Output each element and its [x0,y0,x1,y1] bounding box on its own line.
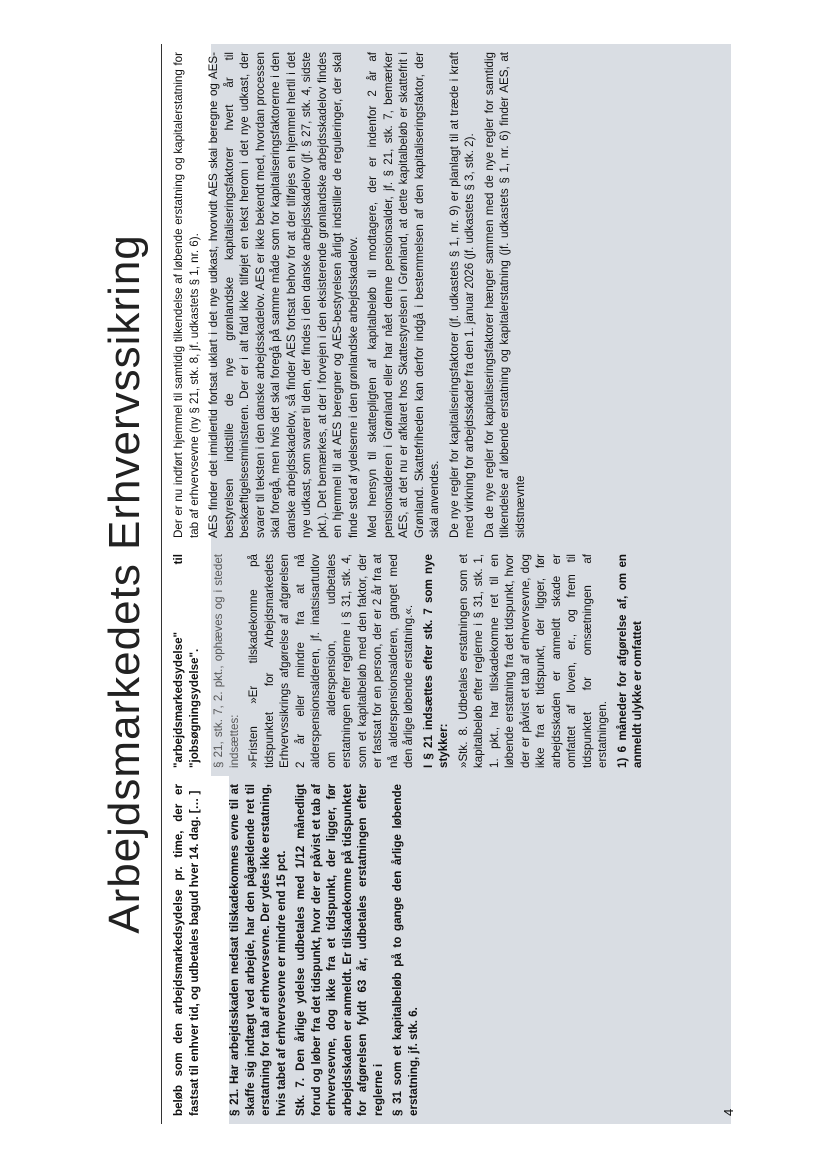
current-law-paragraph-3: § 31 som et kapitalbeløb på to gange den årlige løbende erstatning, jf. stk. 6. [391,784,420,1116]
column-current-law [171,776,731,1124]
proposal-paragraph-2: »Fristen »Er tilskadekomne på tidspunktet for Arbejdsmarkedets Erhvervssikrings afgørelse af afgørelsen 2 år eller mindre fra at nå alderspensionsalderen, jf. inatsisartutlov om alderspension, udbetales erstatningen efter reglerne i § 31, stk. 4, som et kapitalbeløb med den faktor, der er fastsat for en person, der er 2 år fra at nå alderspensionsalderen, ganget med den årlige løbende erstatning.«. [247,554,415,768]
comments-paragraph-1: AES finder det imidlertid fortsat uklart i det nye udkast, hvorvidt AES skal beregne og AES-bestyrelsen indstille de nye grønlandske kapitaliseringsfaktorer hvert år til beskæftigelsesministeren. Der er i alt fald ikke tilføjet en tekst herom i det nye udkast, der svarer til teksten i den danske arbejdsskadelov. AES er ikke bekendt med, hvordan processen skal foregå, men hvis det skal foregå på samme måde som for kapitaliseringsfaktorerne i den danske arbejdsskadelov, så finder AES fortsat behov for at der tilføjes en hjemmel hertil i det nye udkast, som svarer til den, der findes i den danske arbejdsskadelov (jf. § 27, stk. 4, sidste pkt.). Det bemærkes, at der i forvejen i den eksisterende grønlandske arbejdsskadelov findes en hjemmel til at AES beregner og AES-bestyrelsen årligt indstiller de reguleringer, der skal finde sted af ydelserne i den grønlandske arbejdsskadelov. [207,52,360,538]
comments-paragraph-2: Med hensyn til skattepligten af kapitalbeløb til modtagere, der er indenfor 2 år af pensionsalderen i Grønland eller har nået denne pensionsalder, jf. § 21, stk. 7, bemærker AES, at det nu er afklaret hos Skattestyrelsen i Grønland, at dette kapitalbeløb er skattefrit i Grønland. Skattefriheden kan derfor indgå i bestemmelsen af den kapitaliseringsfaktor, der skal anvendes. [366,52,441,538]
column-current-law-header: beløb som den arbejdsmarkedsydelse pr. time, der er fastsat til enhver tid, og udbetales bagud hver 14. dag. [… ] [172,784,201,1116]
column-proposal-header: "arbejdsmarkedsydelse" til "jobsøgningsydelse". [172,554,201,768]
current-law-paragraph-1: § 21. Har arbejdsskaden nedsat tilskadekomnes evne til at skaffe sig indtægt ved arbejde, har den pågældende ret til erstatning for tab af erhvervsevne. Der ydes ikke erstatning, hvis tabet af erhvervsevne er mindre end 15 pct. [228,784,288,1116]
column-comments [171,44,731,546]
rotated-page [89,44,739,1124]
proposal-paragraph-4: »Stk. 8. Udbetales erstatningen som et kapitalbeløb efter reglerne i § 31, stk. 1, 1. pkt., har tilskadekomne ret til en løbende erstatning fra det tidspunkt, hvor der er påvist et tab af erhvervsevne, dog ikke fra et tidspunkt, der ligger, før arbejdsskaden er anmeldt skade er omfattet af loven, er., og frem til tidspunktet for omsætningen af erstatningen. [456,554,609,768]
page-number: 4 [721,1108,736,1116]
page-title: Arbejdsmarkedets Erhvervssikring [89,44,162,1124]
comments-header: Der er nu indført hjemmel til samtidig tilkendelse af løbende erstatning og kapitalerstatning for tab af erhvervsevne (ny § 21, stk. 8, jf. udkastets § 1, nr. 6). [172,52,201,538]
current-law-paragraph-2: Stk. 7. Den årlige ydelse udbetales med 1/12 månedligt forud og løber fra det tidspunkt, hvor der er påvist et tab af erhvervsevne, dog ikke fra et tidspunkt, der ligger, før arbejdsskaden er anmeldt. Er tilskadekomne på tidspunktet for afgørelsen fyldt 63 år, udbetales erstatningen efter reglerne i [294,784,385,1116]
comments-paragraph-4: Da de nye regler for kapitaliseringsfaktorer hænger sammen med de nye regler for samtidig tilkendelse af løbende erstatning og kapitalerstatning (jf. udkastets § 1, nr. 6) finder AES, at sidstnævnte [482,52,527,538]
proposal-paragraph-5: 1) 6 måneder for afgørelse af, om en anmeldt ulykke er omfattet [615,554,644,768]
column-proposal [171,546,731,776]
comparison-table [171,44,731,1124]
proposal-paragraph-3: I § 21 indsættes efter stk. 7 som nye stykker: [421,554,450,768]
comments-paragraph-3: De nye regler for kapitaliseringsfaktorer (jf. udkastets § 1, nr. 9) er planlagt til at træde i kraft med virkning for arbejdsskader fra den 1. januar 2026 (jf. udkastets § 3, stk. 2). [447,52,476,538]
proposal-paragraph-1: § 21, stk. 7, 2. pkt., ophæves og i stedet indsættes: [212,554,241,768]
